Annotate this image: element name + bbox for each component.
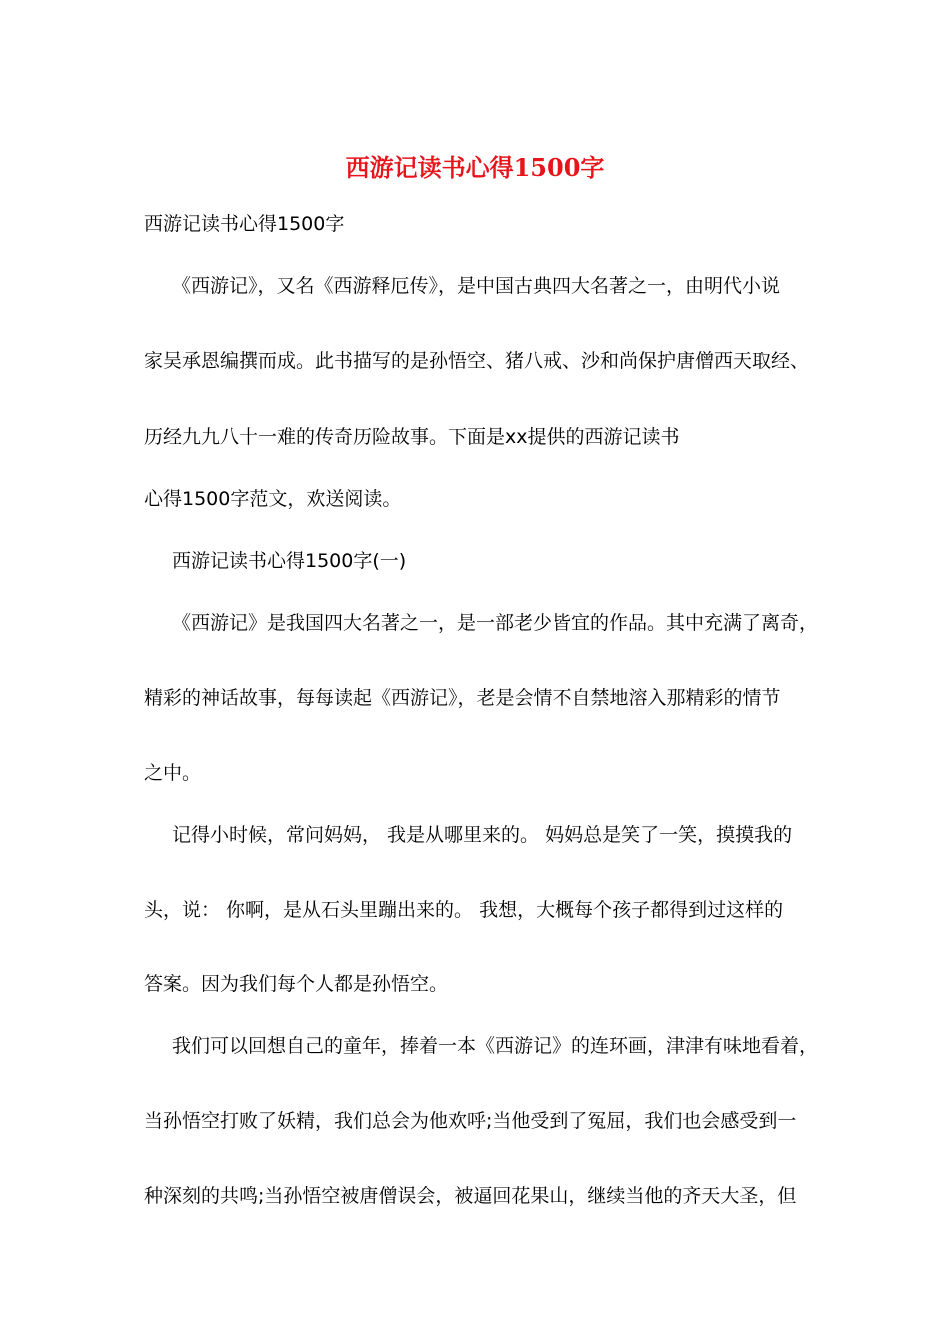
document-subtitle: 西游记读书心得1500字	[144, 213, 345, 235]
paragraph-line: 家吴承恩编撰而成。此书描写的是孙悟空、猪八戒、沙和尚保护唐僧西天取经、	[144, 350, 810, 372]
paragraph-line: 当孙悟空打败了妖精，我们总会为他欢呼;当他受到了冤屈，我们也会感受到一	[144, 1110, 797, 1132]
paragraph-line: 《西游记》，又名《西游释厄传》，是中国古典四大名著之一，由明代小说	[172, 275, 781, 297]
paragraph-line: 心得1500字范文，欢送阅读。	[144, 488, 402, 510]
paragraph-line: 历经九九八十一难的传奇历险故事。下面是xx提供的西游记读书	[144, 426, 680, 448]
section-heading: 西游记读书心得1500字(一)	[172, 550, 407, 572]
paragraph-line: 之中。	[144, 762, 202, 784]
paragraph-line: 记得小时候，常问妈妈， 我是从哪里来的。 妈妈总是笑了一笑，摸摸我的	[172, 824, 793, 846]
paragraph-line: 种深刻的共鸣;当孙悟空被唐僧误会，被逼回花果山，继续当他的齐天大圣，但	[144, 1185, 797, 1207]
paragraph-line: 答案。因为我们每个人都是孙悟空。	[144, 973, 449, 995]
paragraph-line: 精彩的神话故事，每每读起《西游记》，老是会情不自禁地溶入那精彩的情节	[144, 687, 781, 709]
paragraph-line: 头，说： 你啊，是从石头里蹦出来的。 我想，大概每个孩子都得到过这样的	[144, 899, 784, 921]
document-title: 西游记读书心得1500字	[345, 153, 605, 182]
paragraph-line: 我们可以回想自己的童年，捧着一本《西游记》的连环画，津津有味地看着，	[172, 1035, 819, 1057]
paragraph-line: 《西游记》是我国四大名著之一，是一部老少皆宜的作品。其中充满了离奇，	[172, 612, 819, 634]
